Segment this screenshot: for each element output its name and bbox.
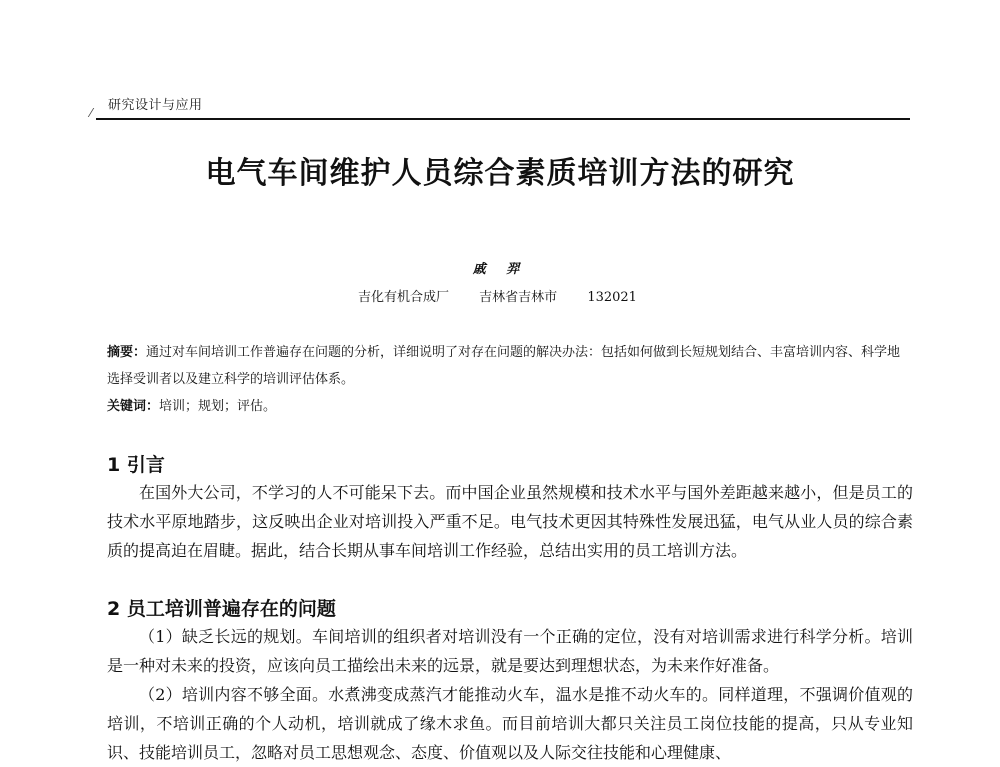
- abstract: [107, 339, 913, 393]
- running-head: 研究设计与应用: [108, 98, 203, 113]
- problems-paragraph-1: （1）缺乏长远的规划。车间培训的组织者对培训没有一个正确的定位，没有对培训需求进行科学分析。培训是一种对未来的投资，应该向员工描绘出未来的远景，就是要达到理想状态，为未来作好准备。: [107, 627, 913, 675]
- problems-paragraph-2: （2）培训内容不够全面。水煮沸变成蒸汽才能推动火车，温水是推不动火车的。同样道理，不强调价值观的培训，不培训正确的个人动机，培训就成了缘木求鱼。而目前培训大都只关注员工岗位技能的提高，只从专业知识、技能培训员工，忽略对员工思想观念、态度、价值观以及人际交往技能和心理健康、: [107, 685, 913, 762]
- section-heading-problems: 2 员工培训普遍存在的问题: [107, 598, 336, 620]
- affiliation-org: 吉化有机合成厂: [358, 290, 450, 305]
- author-name: 戚 羿: [472, 262, 528, 277]
- affiliation-city: 吉林省吉林市: [479, 290, 558, 305]
- abstract-label: 摘要：: [107, 345, 147, 360]
- section-heading-intro: 1 引言: [107, 454, 165, 476]
- header-rule: [96, 118, 910, 120]
- intro-paragraph: 在国外大公司，不学习的人不可能呆下去。而中国企业虽然规模和技术水平与国外差距越来越小，但是员工的技术水平原地踏步，这反映出企业对培训投入严重不足。电气技术更因其特殊性发展迅猛，电气从业人员的综合素质的提高迫在眉睫。据此，结合长期从事车间培训工作经验，总结出实用的员工培训方法。: [107, 483, 913, 560]
- affiliation-postcode: 132021: [587, 290, 637, 305]
- paper-title: 电气车间维护人员综合素质培训方法的研究: [205, 156, 795, 191]
- keywords-label: 关键词：: [107, 399, 160, 414]
- keywords: [107, 396, 913, 418]
- abstract-text: 通过对车间培训工作普遍存在问题的分析，详细说明了对存在问题的解决办法：包括如何做到长短规划结合、丰富培训内容、科学地选择受训者以及建立科学的培训评估体系。: [107, 345, 901, 387]
- keywords-text: 培训；规划；评估。: [159, 399, 277, 414]
- affiliation: [358, 286, 663, 305]
- margin-mark: ⁄: [90, 106, 93, 120]
